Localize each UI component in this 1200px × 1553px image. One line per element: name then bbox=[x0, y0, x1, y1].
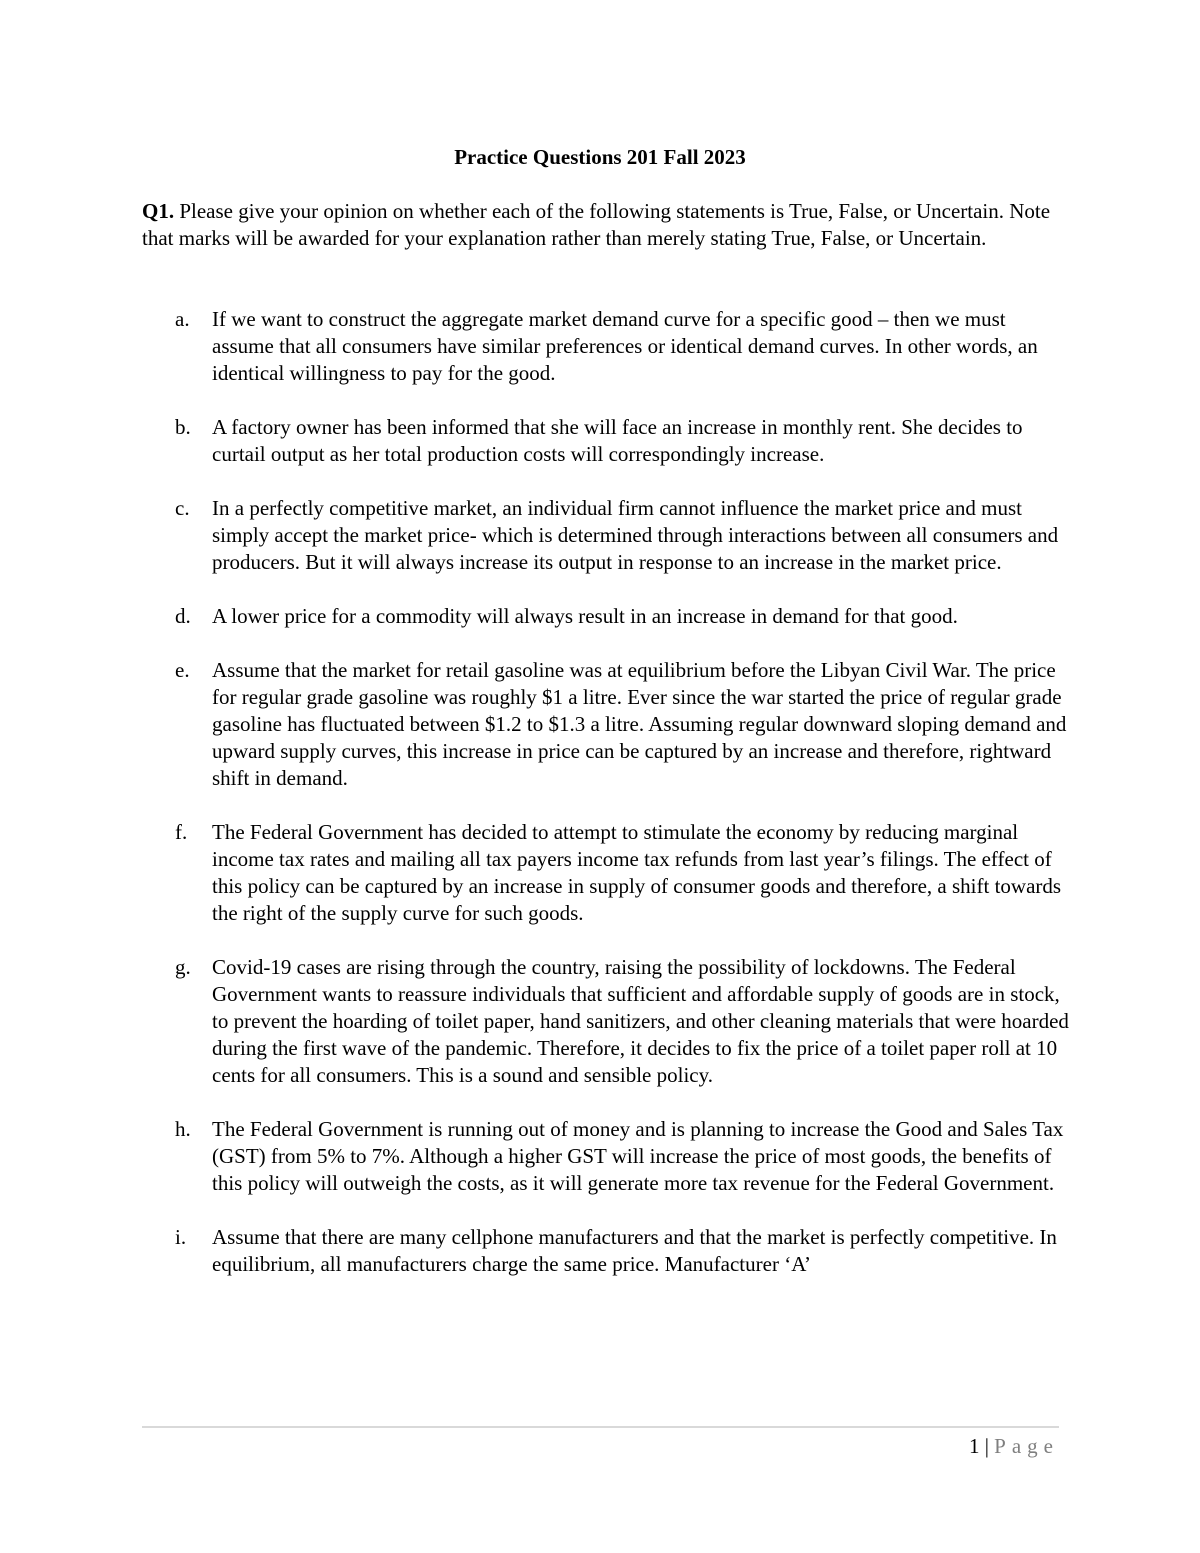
statement-letter: h. bbox=[175, 1117, 191, 1141]
statement-letter: c. bbox=[175, 496, 190, 520]
statement-letter: b. bbox=[175, 415, 191, 439]
statement-item-b bbox=[142, 414, 1072, 468]
question-number: Q1. bbox=[142, 199, 175, 223]
footer-separator: | bbox=[984, 1434, 989, 1458]
statement-letter: d. bbox=[175, 604, 191, 628]
statement-text: The Federal Government is running out of money and is planning to increase the Good and Sales Tax (GST) from 5% to 7%. Although a higher GST will increase the price of most goods, the benefits of this policy will outweigh the costs, as it will generate more tax revenue for the Federal Government. bbox=[212, 1117, 1064, 1195]
statement-text: A factory owner has been informed that she will face an increase in monthly rent. She decides to curtail output as her total production costs will correspondingly increase. bbox=[212, 415, 1023, 466]
statement-letter: f. bbox=[175, 820, 188, 844]
statement-text: A lower price for a commodity will always result in an increase in demand for that good. bbox=[212, 604, 958, 628]
page-label: Page bbox=[994, 1434, 1059, 1458]
statement-letter: i. bbox=[175, 1225, 187, 1249]
statement-list bbox=[142, 306, 1072, 1305]
statement-letter: g. bbox=[175, 955, 191, 979]
statement-item-f bbox=[142, 819, 1072, 927]
footer-divider bbox=[142, 1426, 1059, 1428]
statement-letter: e. bbox=[175, 658, 190, 682]
statement-item-i bbox=[142, 1224, 1072, 1278]
statement-item-g bbox=[142, 954, 1072, 1089]
statement-text: Assume that there are many cellphone manufacturers and that the market is perfectly competitive. In equilibrium, all manufacturers charge the same price. Manufacturer ‘A’ bbox=[212, 1225, 1057, 1276]
statement-item-h bbox=[142, 1116, 1072, 1197]
page-footer bbox=[969, 1433, 1059, 1460]
statement-text: If we want to construct the aggregate market demand curve for a specific good – then we must assume that all consumers have similar preferences or identical demand curves. In other words, an identical willingness to pay for the good. bbox=[212, 307, 1038, 385]
statement-text: Assume that the market for retail gasoline was at equilibrium before the Libyan Civil War. The price for regular grade gasoline was roughly $1 a litre. Ever since the war started the price of regular grade gasoline has fluctuated between $1.2 to $1.3 a litre. Assuming regular downward sloping demand and upward supply curves, this increase in price can be captured by an increase and therefore, rightward shift in demand. bbox=[212, 658, 1067, 790]
statement-text: Covid-19 cases are rising through the country, raising the possibility of lockdowns. The Federal Government wants to reassure individuals that sufficient and affordable supply of goods are in stock, to prevent the hoarding of toilet paper, hand sanitizers, and other cleaning materials that were hoarded during the first wave of the pandemic. Therefore, it decides to fix the price of a toilet paper roll at 10 cents for all consumers. This is a sound and sensible policy. bbox=[212, 955, 1069, 1087]
statement-letter: a. bbox=[175, 307, 190, 331]
statement-text: In a perfectly competitive market, an individual firm cannot influence the market price and must simply accept the market price- which is determined through interactions between all consumers and producers. But it will always increase its output in response to an increase in the market price. bbox=[212, 496, 1059, 574]
statement-item-c bbox=[142, 495, 1072, 576]
document-title: Practice Questions 201 Fall 2023 bbox=[454, 145, 746, 169]
statement-text: The Federal Government has decided to attempt to stimulate the economy by reducing marginal income tax rates and mailing all tax payers income tax refunds from last year’s filings. The effect of this policy can be captured by an increase in supply of consumer goods and therefore, a shift towards the right of the supply curve for such goods. bbox=[212, 820, 1062, 925]
question-intro bbox=[142, 198, 1062, 252]
page-number: 1 bbox=[968, 1434, 980, 1458]
statement-item-e bbox=[142, 657, 1072, 792]
statement-item-a bbox=[142, 306, 1072, 387]
question-prompt: Please give your opinion on whether each of the following statements is True, False, or Uncertain. Note that marks will be awarded for your explanation rather than merely stating True, False, or Uncertain. bbox=[142, 199, 1051, 250]
statement-item-d bbox=[142, 603, 1072, 630]
